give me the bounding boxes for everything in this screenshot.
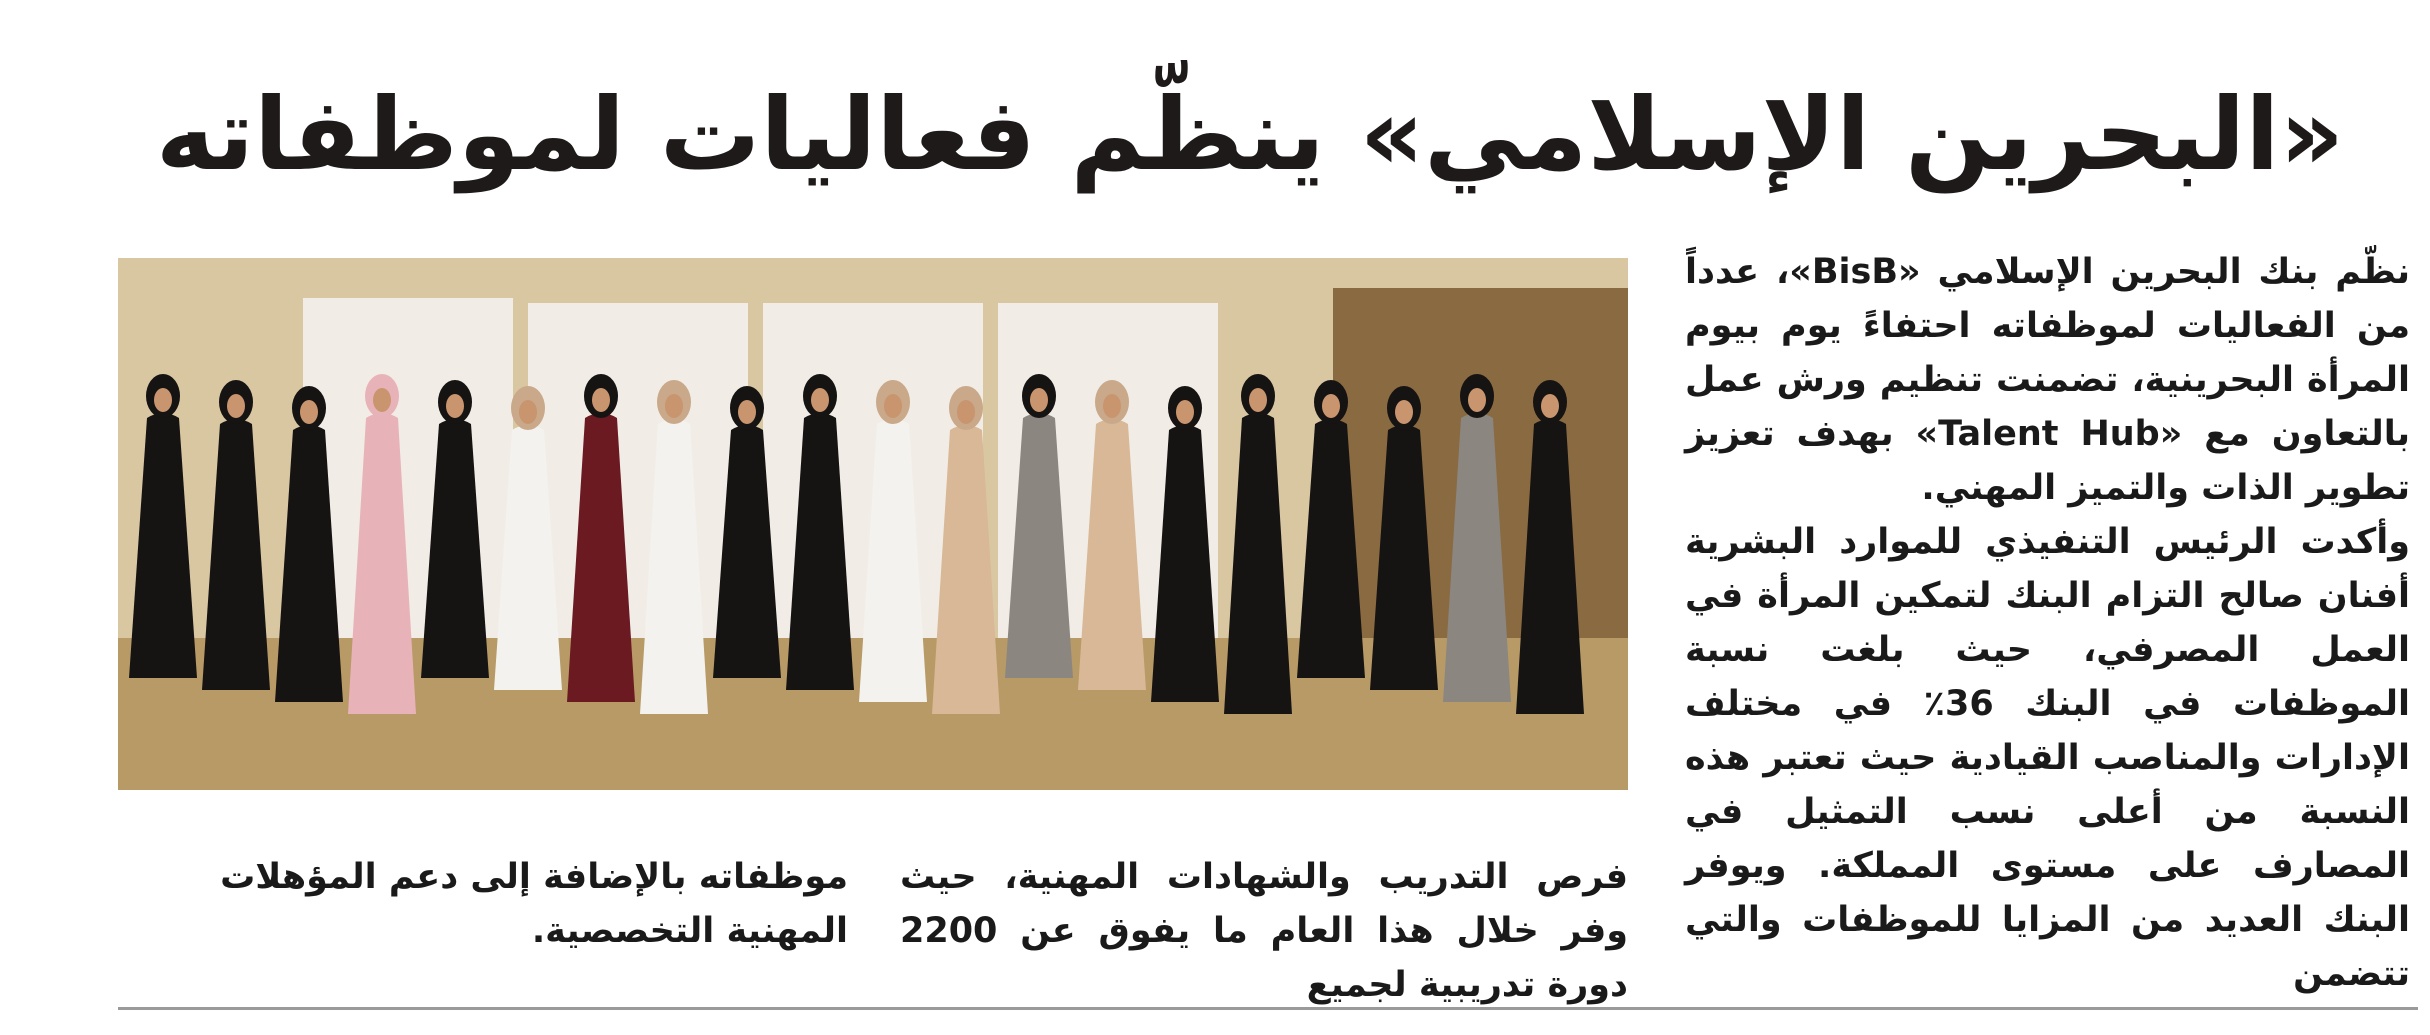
article-paragraph-2: وأكدت الرئيس التنفيذي للموارد البشرية أفنان صالح التزام البنك لتمكين المرأة في العمل المصرفي، حيث بلغت نسبة الموظفات في البنك 36٪ في مختلف الإدارات والمناصب القيادية حيث تعتبر هذه النسبة من أعلى نسب التمثيل في المصارف على مستوى المملكة. ويوفر البنك العديد من المزايا للموظفات والتي تتضمن [1685, 522, 2411, 994]
article-body-right-column [1685, 245, 2410, 1001]
group-photo [118, 258, 1628, 790]
bottom-divider [118, 1007, 2418, 1010]
article-headline: «البحرين الإسلامي» ينظّم فعاليات لموظفاته [155, 76, 2345, 193]
group-photo-illustration [118, 258, 1628, 790]
article-paragraph-1: نظّم بنك البحرين الإسلامي «BisB»، عدداً من الفعاليات لموظفاته احتفاءً يوم بيوم المرأة البحرينية، تضمنت تنظيم ورش عمل بالتعاون مع «Talent Hub» بهدف تعزيز تطوير الذات والتميز المهني. [1685, 252, 2411, 508]
photo-panel-2 [528, 303, 748, 638]
article-continuation-middle: فرص التدريب والشهادات المهنية، حيث وفر خلال هذا العام ما يفوق عن 2200 دورة تدريبية لجميع [900, 857, 1628, 1005]
article-continuation-left: موظفاته بالإضافة إلى دعم المؤهلات المهنية التخصصية. [220, 857, 848, 951]
